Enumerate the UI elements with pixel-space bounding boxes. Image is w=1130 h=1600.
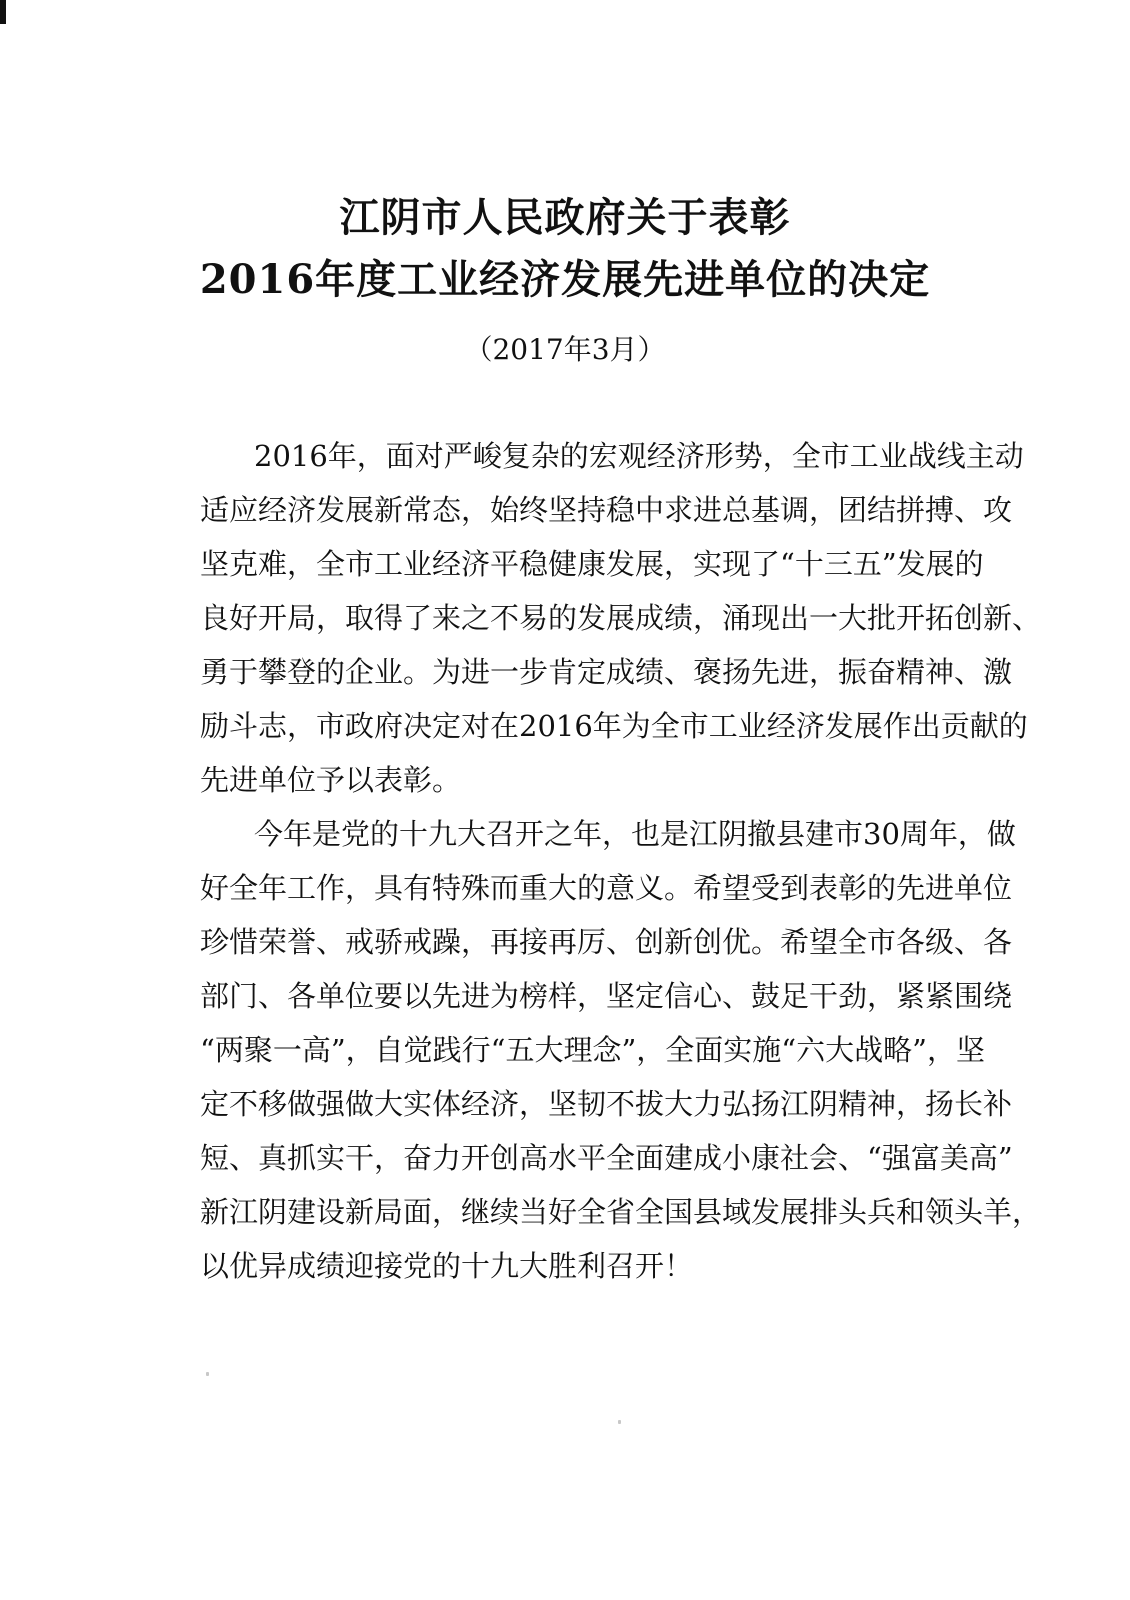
paragraph1-line: 良好开局，取得了来之不易的发展成绩，涌现出一大批开拓创新、 (200, 601, 1042, 635)
paragraph2-line: “两聚一高”，自觉践行“五大理念”，全面实施“六大战略”，坚 (200, 1033, 985, 1067)
scan-speck (618, 1420, 621, 1424)
paragraph2-line: 定不移做强做大实体经济，坚韧不拔大力弘扬江阴精神，扬长补 (200, 1087, 1013, 1121)
scan-speck (206, 1372, 209, 1376)
paragraph2-line: 今年是党的十九大召开之年，也是江阴撤县建市30周年，做 (254, 817, 1016, 851)
paragraph1-line: 适应经济发展新常态，始终坚持稳中求进总基调，团结拼搏、攻 (200, 493, 1013, 527)
document-date: （2017年3月） (464, 333, 666, 366)
document-title-line1: 江阴市人民政府关于表彰 (339, 194, 791, 241)
paragraph1-line: 2016年，面对严峻复杂的宏观经济形势，全市工业战线主动 (254, 439, 1024, 473)
paragraph2-line: 好全年工作，具有特殊而重大的意义。希望受到表彰的先进单位 (200, 871, 1013, 905)
document-title-line2: 2016年度工业经济发展先进单位的决定 (199, 256, 931, 303)
paragraph1-line: 励斗志，市政府决定对在2016年为全市工业经济发展作出贡献的 (200, 709, 1028, 743)
paragraph1-line: 先进单位予以表彰。 (200, 763, 462, 797)
paragraph2-line: 新江阴建设新局面，继续当好全省全国县域发展排头兵和领头羊， (200, 1195, 1042, 1229)
paragraph1-line: 坚克难，全市工业经济平稳健康发展，实现了“十三五”发展的 (200, 547, 984, 581)
paragraph2-line: 短、真抓实干，奋力开创高水平全面建成小康社会、“强富美高” (200, 1141, 1013, 1175)
paragraph1-line: 勇于攀登的企业。为进一步肯定成绩、褒扬先进，振奋精神、激 (200, 655, 1013, 689)
paragraph2-line: 部门、各单位要以先进为榜样，坚定信心、鼓足干劲，紧紧围绕 (200, 979, 1013, 1013)
scan-edge-mark (0, 0, 6, 24)
paragraph2-line: 珍惜荣誉、戒骄戒躁，再接再厉、创新创优。希望全市各级、各 (200, 925, 1013, 959)
paragraph2-line: 以优异成绩迎接党的十九大胜利召开！ (200, 1249, 694, 1283)
